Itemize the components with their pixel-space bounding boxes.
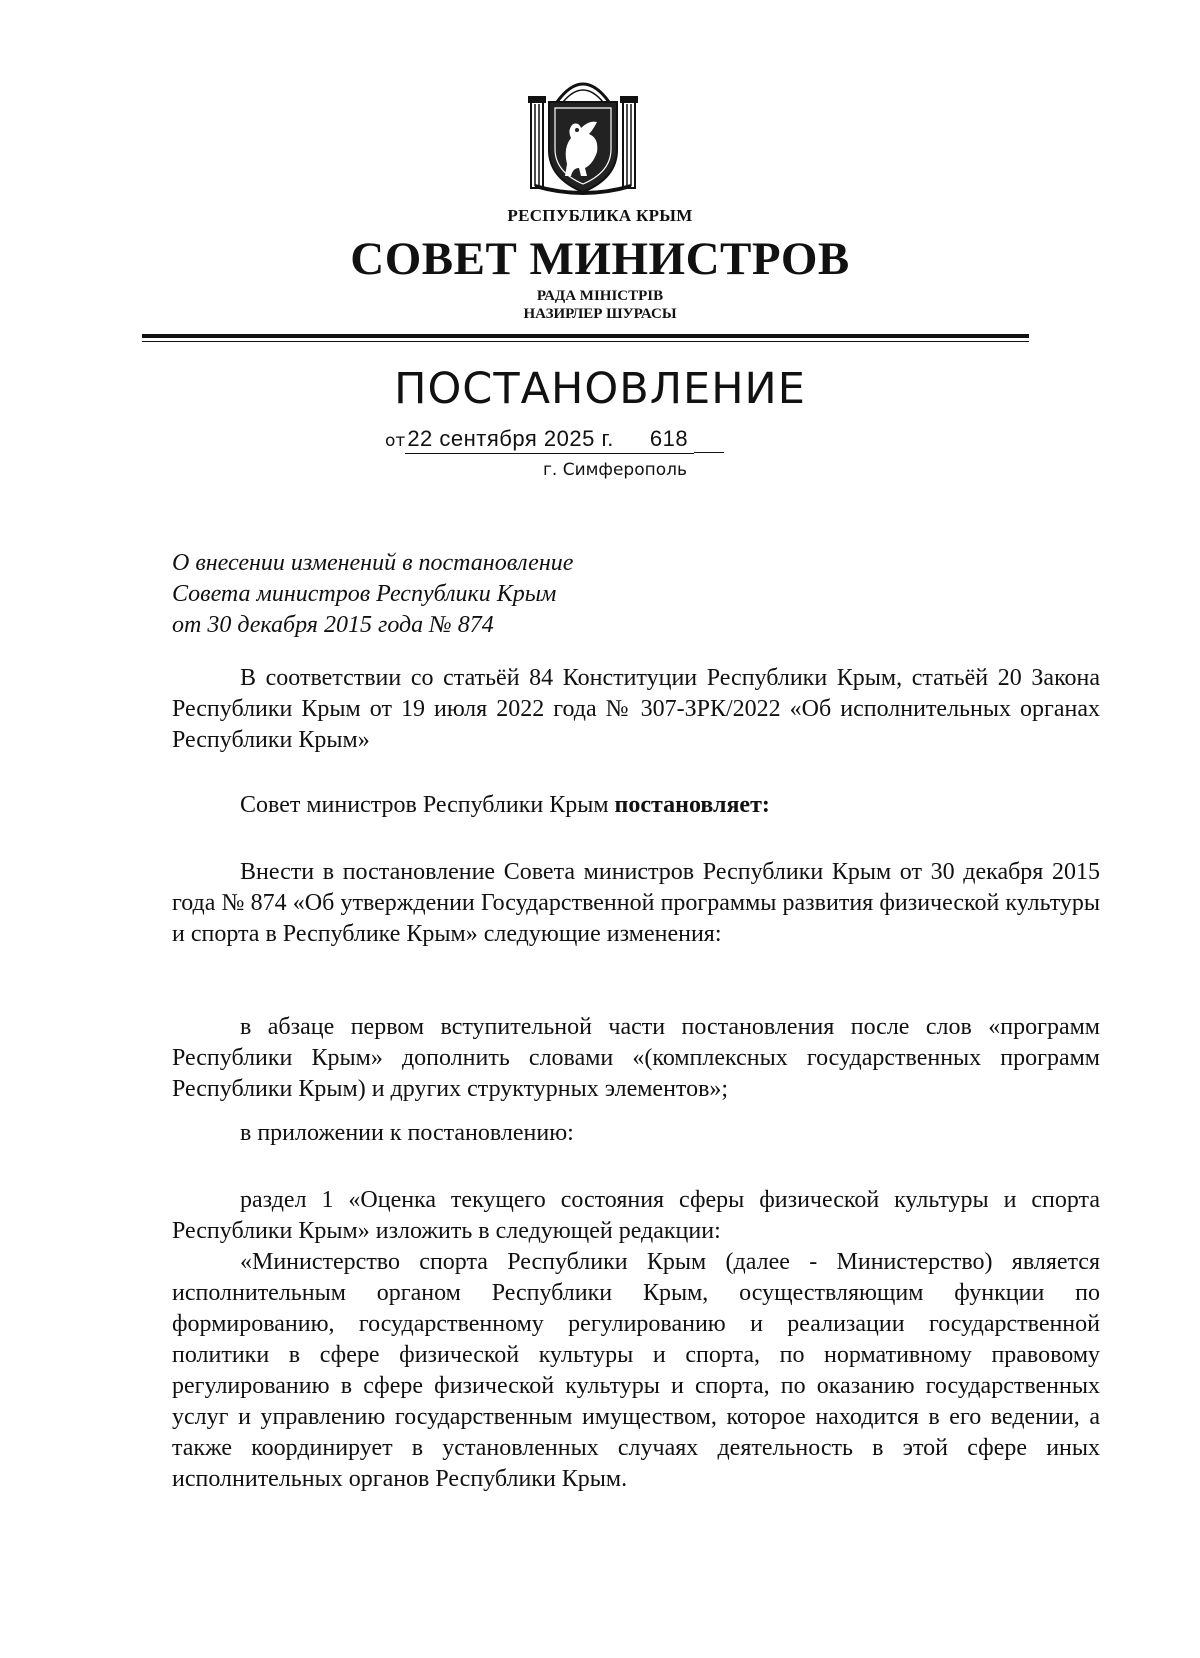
date-number-field bbox=[405, 426, 694, 454]
document-type: ПОСТАНОВЛЕНИЕ bbox=[394, 364, 806, 414]
paragraph-text: в приложении к постановлению: bbox=[240, 1120, 574, 1146]
document-date: 22 сентября 2025 г. bbox=[407, 426, 614, 451]
document-number: 618 bbox=[649, 426, 689, 451]
body-paragraph-section-1 bbox=[172, 1185, 1100, 1247]
number-underline bbox=[694, 426, 724, 453]
council-name-crimean-tatar: НАЗИРЛЕР ШУРАСЫ bbox=[523, 306, 677, 322]
body-paragraph-ministry bbox=[172, 1247, 1100, 1495]
header-divider-thick bbox=[142, 334, 1029, 338]
council-title: СОВЕТ МИНИСТРОВ bbox=[350, 233, 850, 285]
body-paragraph-amendment-preamble bbox=[172, 1012, 1100, 1105]
body-paragraph-amendment-intro bbox=[172, 857, 1100, 950]
document-subject bbox=[172, 548, 573, 641]
subject-line: О внесении изменений в постановление bbox=[172, 550, 574, 576]
paragraph-text: раздел 1 «Оценка текущего состояния сферы физической культуры и спорта Республики Крым» изложить в следующей редакции: bbox=[172, 1187, 1100, 1244]
resolution-verb: постановляет: bbox=[614, 792, 770, 818]
resolution-text: Совет министров Республики Крым bbox=[240, 792, 615, 818]
council-name-ukrainian: РАДА МІНІСТРІВ bbox=[536, 288, 664, 304]
document-city: г. Симферополь bbox=[542, 460, 688, 480]
date-number-line bbox=[385, 426, 724, 456]
body-paragraph-resolution bbox=[172, 790, 1100, 821]
republic-name: РЕСПУБЛИКА КРЫМ bbox=[507, 206, 693, 225]
crimea-coat-of-arms-icon bbox=[527, 72, 639, 196]
body-paragraph-appendix bbox=[172, 1118, 1100, 1149]
body-paragraph-legal-basis bbox=[172, 663, 1100, 756]
subject-line: от 30 декабря 2015 года № 874 bbox=[172, 612, 494, 638]
paragraph-text: Внести в постановление Совета министров Республики Крым от 30 декабря 2015 года № 874 «Об утверждении Государственной программы развития физической культуры и спорта в Республике Крым» следующие изменения: bbox=[172, 859, 1100, 947]
subject-line: Совета министров Республики Крым bbox=[172, 581, 557, 607]
paragraph-text: «Министерство спорта Республики Крым (далее - Министерство) является исполнительным органом Республики Крым, осуществляющим функции по формированию, государственному регулированию и реализации государственной политики в сфере физической культуры и спорта, по нормативному правовому регулированию в сфере физической культуры и спорта, по оказанию государственных услуг и управлению государственным имуществом, которое находится в его ведении, а также координирует в установленных случаях деятельность в этой сфере иных исполнительных органов Республики Крым. bbox=[172, 1249, 1100, 1492]
header-divider-thin bbox=[142, 341, 1029, 342]
date-prefix: от bbox=[385, 431, 406, 451]
paragraph-text: в абзаце первом вступительной части постановления после слов «программ Республики Крым» дополнить словами «(комплексных государственных программ Республики Крым) и других структурных элементов»; bbox=[172, 1014, 1100, 1102]
paragraph-text bbox=[172, 790, 1100, 821]
paragraph-text: В соответствии со статьёй 84 Конституции Республики Крым, статьёй 20 Закона Республики Крым от 19 июля 2022 года № 307-ЗРК/2022 «Об исполнительных органах Республики Крым» bbox=[172, 665, 1100, 753]
